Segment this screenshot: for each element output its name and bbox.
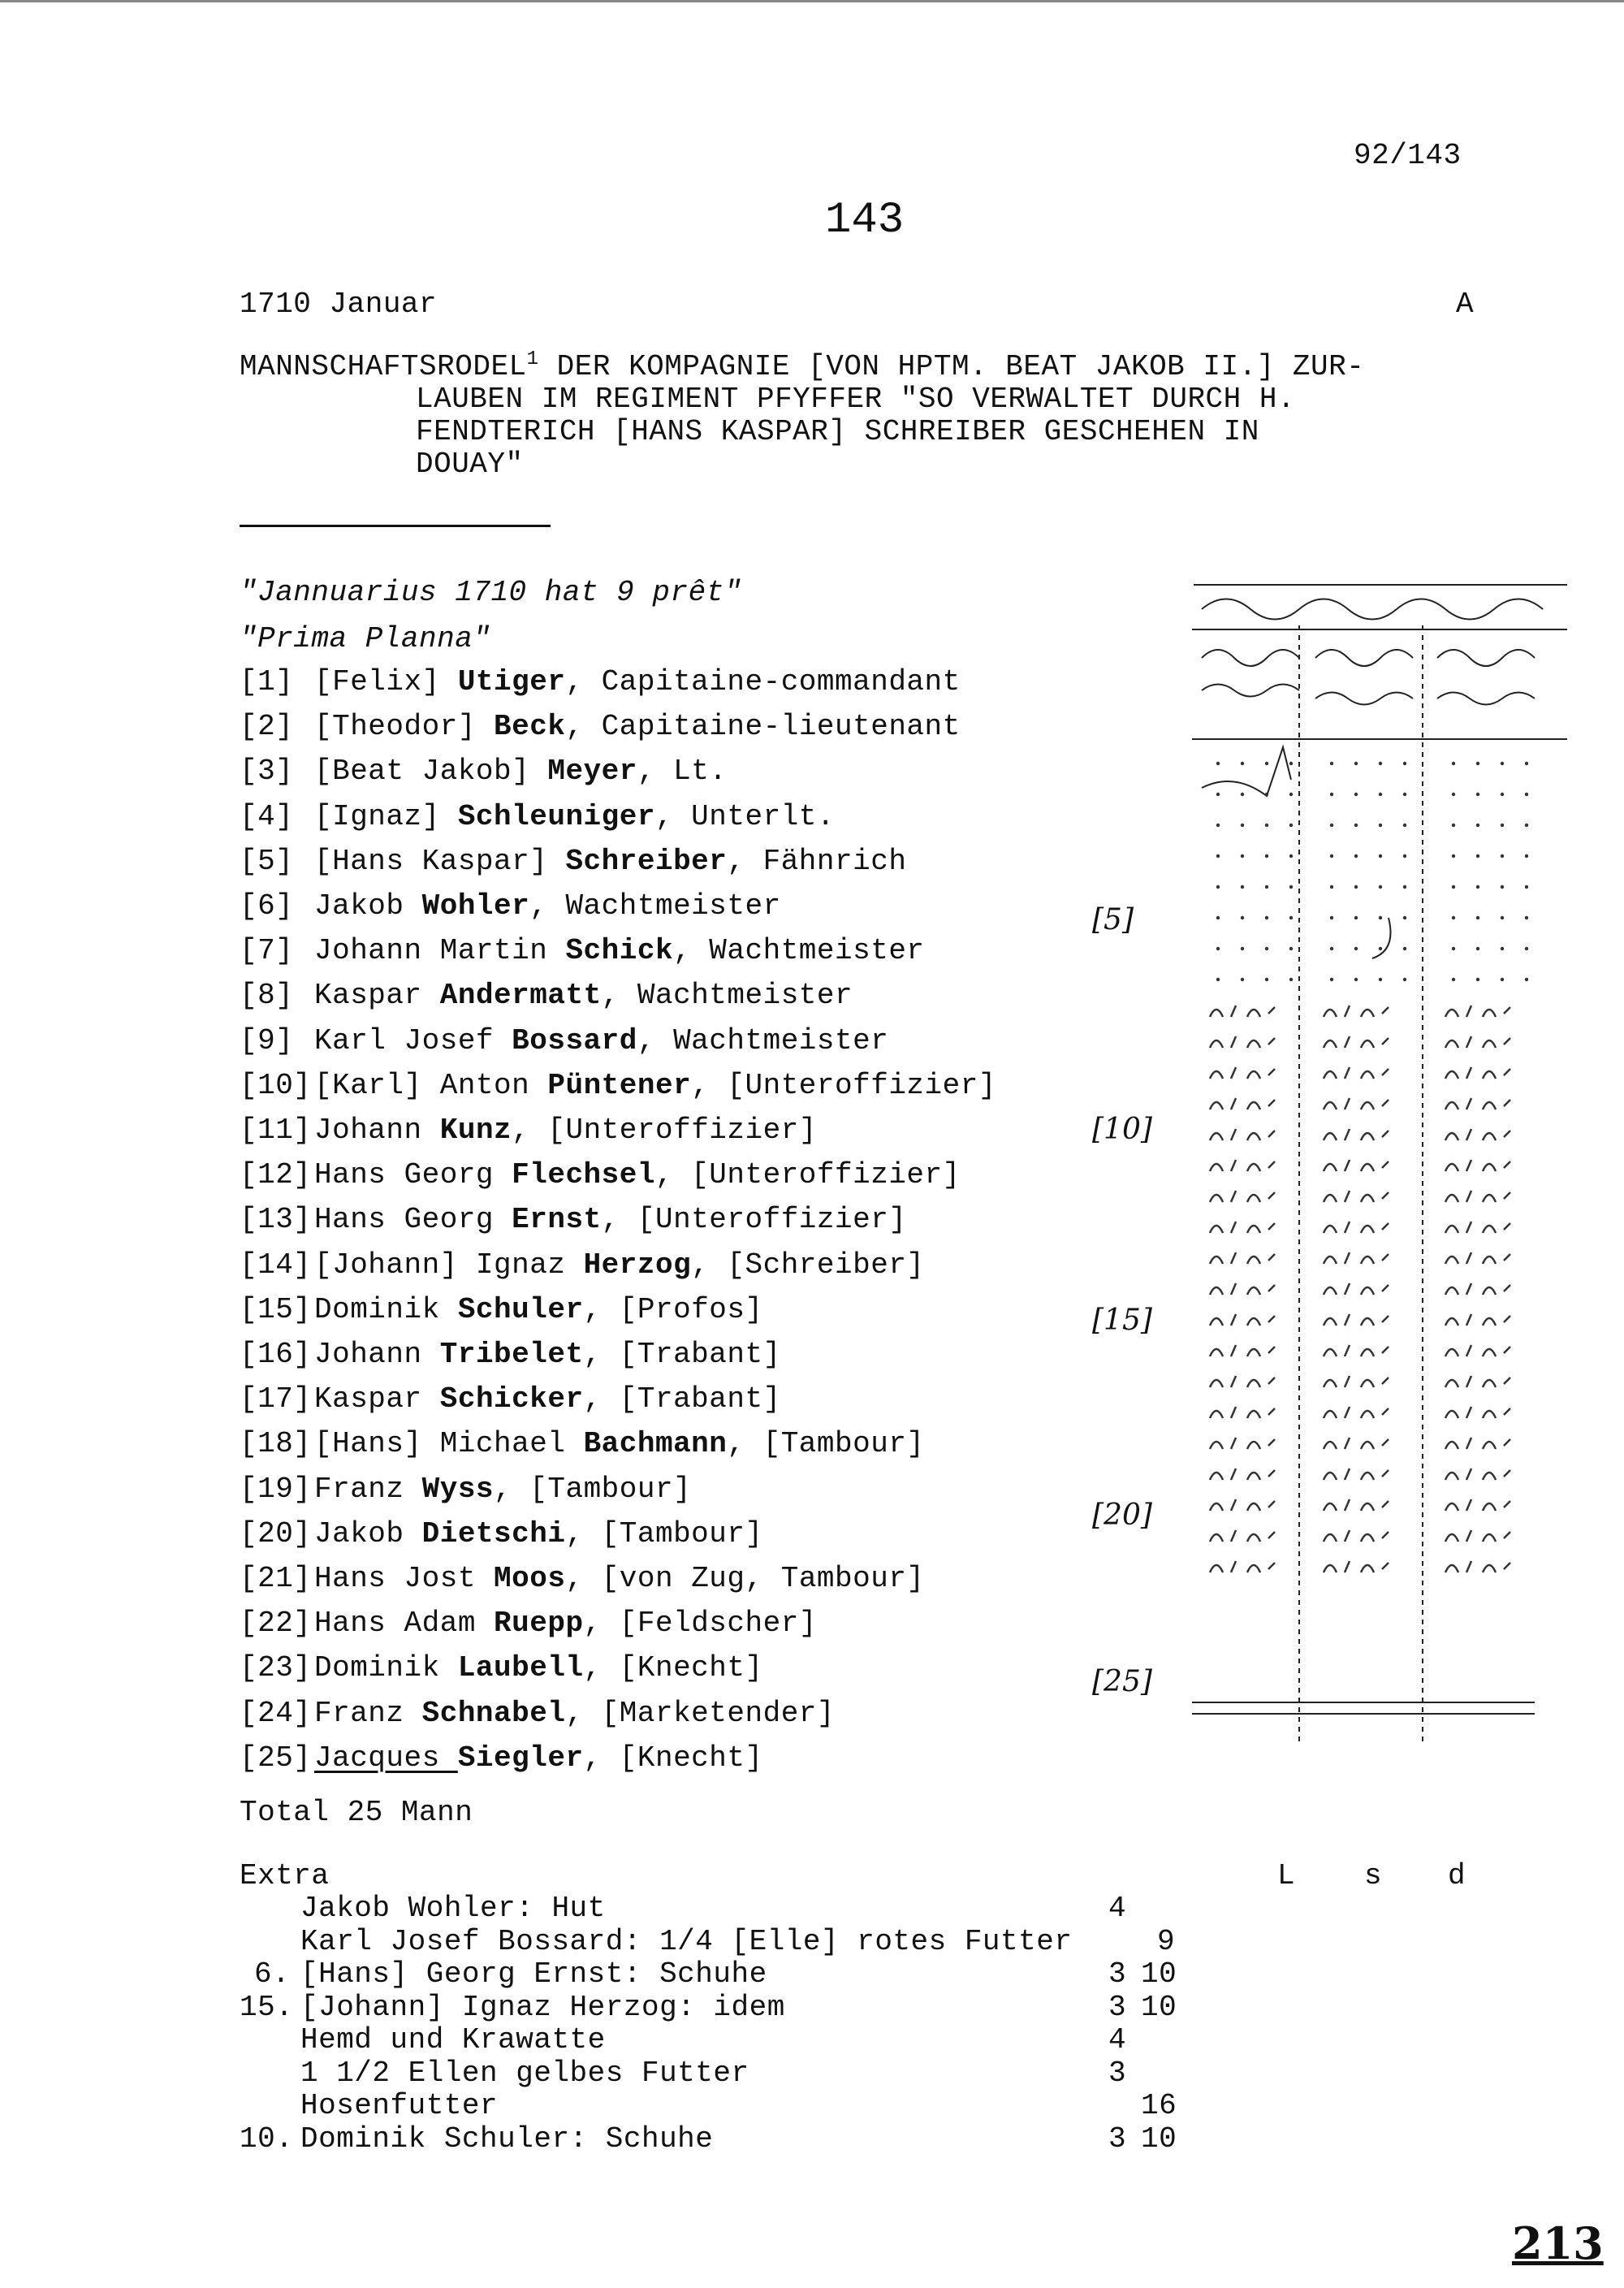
roster-row — [240, 1159, 961, 1192]
extra-item-sols: 9 — [1157, 1924, 1176, 1958]
roster-given-name: [Johann] Ignaz — [314, 1248, 584, 1282]
roster-surname: Schicker — [439, 1382, 584, 1416]
roster-given-name: Johann — [314, 1114, 440, 1147]
roster-surname: Ruepp — [494, 1607, 584, 1641]
roster-given-name: Hans Georg — [314, 1203, 512, 1237]
roster-row — [240, 1518, 763, 1551]
roster-number: [9] — [240, 1023, 294, 1057]
roster-surname: Siegler — [457, 1741, 584, 1775]
roster-given-name: Franz — [314, 1696, 422, 1730]
roster-surname: Schnabel — [421, 1696, 566, 1730]
top-edge-line — [0, 0, 1624, 2]
roster-surname: Schuler — [457, 1292, 584, 1326]
roster-row — [240, 1698, 835, 1730]
document-title — [240, 348, 1365, 481]
roster-surname: Schleuniger — [457, 799, 655, 833]
roster-surname: Moos — [494, 1562, 566, 1595]
roster-row — [240, 801, 835, 833]
underlined-segment — [240, 1741, 458, 1775]
roster-row — [240, 1204, 906, 1236]
roster-row — [240, 1607, 817, 1640]
extra-item-number: 15. — [240, 1990, 294, 2024]
hand-marker: [5] — [1092, 903, 1134, 936]
roster-given-name: Kaspar — [314, 1382, 440, 1416]
roster-number: [19] — [240, 1472, 312, 1506]
roster-role: , [Unteroffizier] — [691, 1068, 996, 1102]
roster-role: , Wachtmeister — [529, 889, 781, 923]
intro-line-2: "Prima Planna" — [240, 622, 491, 655]
hand-marker: [20] — [1092, 1499, 1152, 1532]
roster-number: [23] — [240, 1651, 312, 1685]
roster-role: , [Knecht] — [583, 1741, 763, 1775]
column-header-L: L — [1277, 1859, 1296, 1892]
roster-number: [5] — [240, 844, 294, 878]
column-header-s: s — [1364, 1859, 1383, 1892]
extra-item-text: Jakob Wohler: Hut — [300, 1892, 606, 1925]
extra-item-number: 10. — [240, 2121, 294, 2156]
roster-surname: Utiger — [457, 665, 566, 699]
hand-marker: [15] — [1092, 1304, 1152, 1337]
roster-row — [240, 1563, 925, 1595]
roster-given-name: Hans Jost — [314, 1562, 495, 1595]
roster-number: [16] — [240, 1338, 312, 1371]
roster-role: , [Marketender] — [565, 1696, 836, 1730]
roster-row — [240, 1473, 691, 1506]
roster-surname: Wyss — [421, 1472, 495, 1506]
roster-row — [240, 711, 961, 743]
roster-number: [6] — [240, 889, 294, 923]
roster-row — [240, 1652, 763, 1685]
roster-row — [240, 1742, 763, 1775]
roster-number: [10] — [240, 1068, 312, 1102]
roster-role: , Wachtmeister — [673, 934, 925, 968]
roster-surname: Püntener — [547, 1068, 692, 1102]
roster-role: , [Unteroffizier] — [512, 1114, 817, 1147]
extra-item-livres: 4 — [1108, 1892, 1127, 1925]
intro-line-1: "Jannuarius 1710 hat 9 prêt" — [240, 576, 742, 609]
roster-number: [18] — [240, 1427, 312, 1461]
roster-surname: Dietschi — [421, 1516, 566, 1551]
extra-item-text: Hosenfutter — [300, 2089, 499, 2122]
roster-role: , Unterlt. — [654, 799, 836, 833]
roster-role: , Wachtmeister — [637, 1023, 889, 1057]
roster-row — [240, 1114, 817, 1147]
title-line-2: LAUBEN IM REGIMENT PFYFFER "SO VERWALTET DURCH H. — [416, 383, 1296, 416]
roster-row — [240, 1025, 888, 1057]
roster-given-name: Dominik — [314, 1292, 458, 1326]
extra-item-livres: 3 — [1108, 1990, 1127, 2024]
roster-surname: Herzog — [583, 1248, 692, 1282]
roster-surname: Meyer — [547, 755, 637, 789]
roster-number: [8] — [240, 979, 294, 1013]
roster-role: , [Unteroffizier] — [601, 1203, 907, 1237]
roster-given-name: Kaspar — [314, 979, 440, 1013]
page-stamp: 213 — [1512, 2217, 1604, 2269]
roster-surname: Kunz — [439, 1114, 512, 1147]
roster-row — [240, 1428, 925, 1460]
roster-number: [3] — [240, 755, 294, 789]
roster-role: , [Trabant] — [583, 1382, 781, 1416]
roster-number: [20] — [240, 1516, 312, 1551]
roster-row — [240, 846, 906, 878]
roster-surname: Schreiber — [565, 844, 728, 878]
roster-given-name: Franz — [314, 1472, 422, 1506]
document-reference: 92/143 — [1354, 139, 1462, 172]
hand-marker: [10] — [1092, 1113, 1152, 1146]
roster-given-name: Dominik — [314, 1651, 458, 1685]
roster-row — [240, 890, 781, 923]
extra-item-livres: 3 — [1108, 2121, 1127, 2156]
roster-surname: Wohler — [421, 889, 530, 923]
roster-surname: Beck — [494, 710, 566, 744]
roster-role: , [Feldscher] — [583, 1607, 817, 1641]
roster-number: [21] — [240, 1562, 312, 1595]
roster-surname: Ernst — [512, 1203, 602, 1237]
roster-number: [4] — [240, 799, 294, 833]
roster-number: [2] — [240, 710, 294, 744]
roster-role: , [Tambour] — [727, 1427, 925, 1461]
roster-role: , [Knecht] — [583, 1651, 763, 1685]
hand-marker: [25] — [1092, 1665, 1152, 1698]
roster-row — [240, 1070, 996, 1102]
roster-number: [13] — [240, 1203, 312, 1237]
roster-number: [7] — [240, 934, 294, 968]
roster-role: , [Unteroffizier] — [654, 1158, 961, 1192]
extra-item-text: [Johann] Ignaz Herzog: idem — [300, 1990, 785, 2024]
roster-role: , Wachtmeister — [601, 979, 853, 1013]
page-number: 143 — [825, 196, 905, 245]
roster-given-name: Jakob — [314, 889, 422, 923]
roster-role: , Fähnrich — [727, 844, 907, 878]
extra-item-text: Dominik Schuler: Schuhe — [300, 2121, 714, 2156]
section-letter: A — [1456, 288, 1475, 321]
roster-number: [15] — [240, 1292, 312, 1326]
manuscript-ledger-image — [1186, 577, 1575, 1762]
extra-item-text: 1 1/2 Ellen gelbes Futter — [300, 2056, 749, 2090]
roster-number: [14] — [240, 1248, 312, 1282]
roster-given-name: Karl Josef — [314, 1023, 512, 1057]
roster-row — [240, 1339, 781, 1371]
extra-item-sols: 10 — [1141, 2121, 1177, 2156]
roster-row — [240, 1383, 781, 1416]
roster-row — [240, 935, 925, 967]
roster-given-name: [Ignaz] — [314, 799, 458, 833]
roster-row — [240, 1294, 763, 1326]
extra-item-number: 6. — [254, 1957, 291, 1991]
roster-surname: Bachmann — [583, 1427, 728, 1461]
roster-role: , Capitaine-lieutenant — [565, 710, 961, 744]
roster-number: [17] — [240, 1382, 312, 1416]
roster-row — [240, 1249, 925, 1282]
title-line-4: DOUAY" — [416, 448, 524, 481]
roster-surname: Laubell — [457, 1651, 584, 1685]
roster-role: , [von Zug, Tambour] — [565, 1562, 925, 1595]
roster-number: [25] — [240, 1741, 312, 1775]
roster-given-name: Johann — [314, 1338, 440, 1371]
extra-item-livres: 3 — [1108, 2056, 1127, 2090]
roster-row — [240, 666, 961, 699]
roster-given-name: Hans Adam — [314, 1607, 495, 1641]
extra-heading: Extra — [240, 1859, 330, 1892]
column-header-d: d — [1448, 1859, 1466, 1892]
roster-surname: Tribelet — [439, 1338, 584, 1371]
roster-role: , [Tambour] — [565, 1516, 763, 1551]
document-date: 1710 Januar — [240, 288, 438, 321]
roster-given-name: [Beat Jakob] — [314, 755, 548, 789]
roster-number: [1] — [240, 665, 294, 699]
roster-number: [24] — [240, 1696, 312, 1730]
roster-surname: Andermatt — [439, 979, 602, 1013]
title-footnote: 1 — [526, 348, 539, 370]
extra-item-sols: 10 — [1141, 1957, 1177, 1991]
extra-item-livres: 3 — [1108, 1957, 1127, 1991]
roster-given-name: [Hans] Michael — [314, 1427, 584, 1461]
title-line-1: MANNSCHAFTSRODEL$^1$ DER KOMPAGNIE [VON HPTM. BEAT JAKOB II.] ZUR- — [240, 348, 1365, 383]
roster-surname: Flechsel — [512, 1158, 655, 1192]
roster-number: [22] — [240, 1607, 312, 1641]
extra-item-text: [Hans] Georg Ernst: Schuhe — [300, 1957, 767, 1991]
extra-item-livres: 4 — [1108, 2023, 1127, 2057]
roster-role: , Lt. — [637, 755, 728, 789]
roster-given-name: Hans Georg — [314, 1158, 512, 1192]
roster-role: , [Schreiber] — [691, 1248, 925, 1282]
total-line: Total 25 Mann — [240, 1796, 473, 1829]
roster-given-name: [Felix] — [314, 665, 458, 699]
roster-number: [11] — [240, 1114, 312, 1147]
roster-number: [12] — [240, 1158, 312, 1192]
roster-role: , [Profos] — [583, 1292, 763, 1326]
roster-surname: Schick — [565, 934, 674, 968]
roster-given-name: [Theodor] — [314, 710, 495, 744]
roster-given-name: [Karl] Anton — [314, 1068, 548, 1102]
extra-item-text: Karl Josef Bossard: 1/4 [Elle] rotes Futter — [300, 1924, 1073, 1958]
roster-given-name: [Hans Kaspar] — [314, 844, 566, 878]
extra-item-text: Hemd und Krawatte — [300, 2023, 606, 2057]
roster-surname: Bossard — [512, 1023, 637, 1057]
roster-role: , [Trabant] — [583, 1338, 781, 1371]
title-line-3: FENDTERICH [HANS KASPAR] SCHREIBER GESCHEHEN IN — [416, 415, 1259, 448]
roster-row — [240, 980, 853, 1012]
roster-given-name: Jacques — [314, 1741, 458, 1775]
section-divider — [240, 525, 551, 527]
roster-given-name: Jakob — [314, 1516, 422, 1551]
roster-role: , [Tambour] — [494, 1472, 692, 1506]
roster-role: , Capitaine-commandant — [565, 665, 961, 699]
roster-row — [240, 755, 727, 788]
extra-item-sols: 10 — [1141, 1990, 1177, 2024]
extra-item-sols: 16 — [1141, 2089, 1177, 2122]
roster-given-name: Johann Martin — [314, 934, 566, 968]
